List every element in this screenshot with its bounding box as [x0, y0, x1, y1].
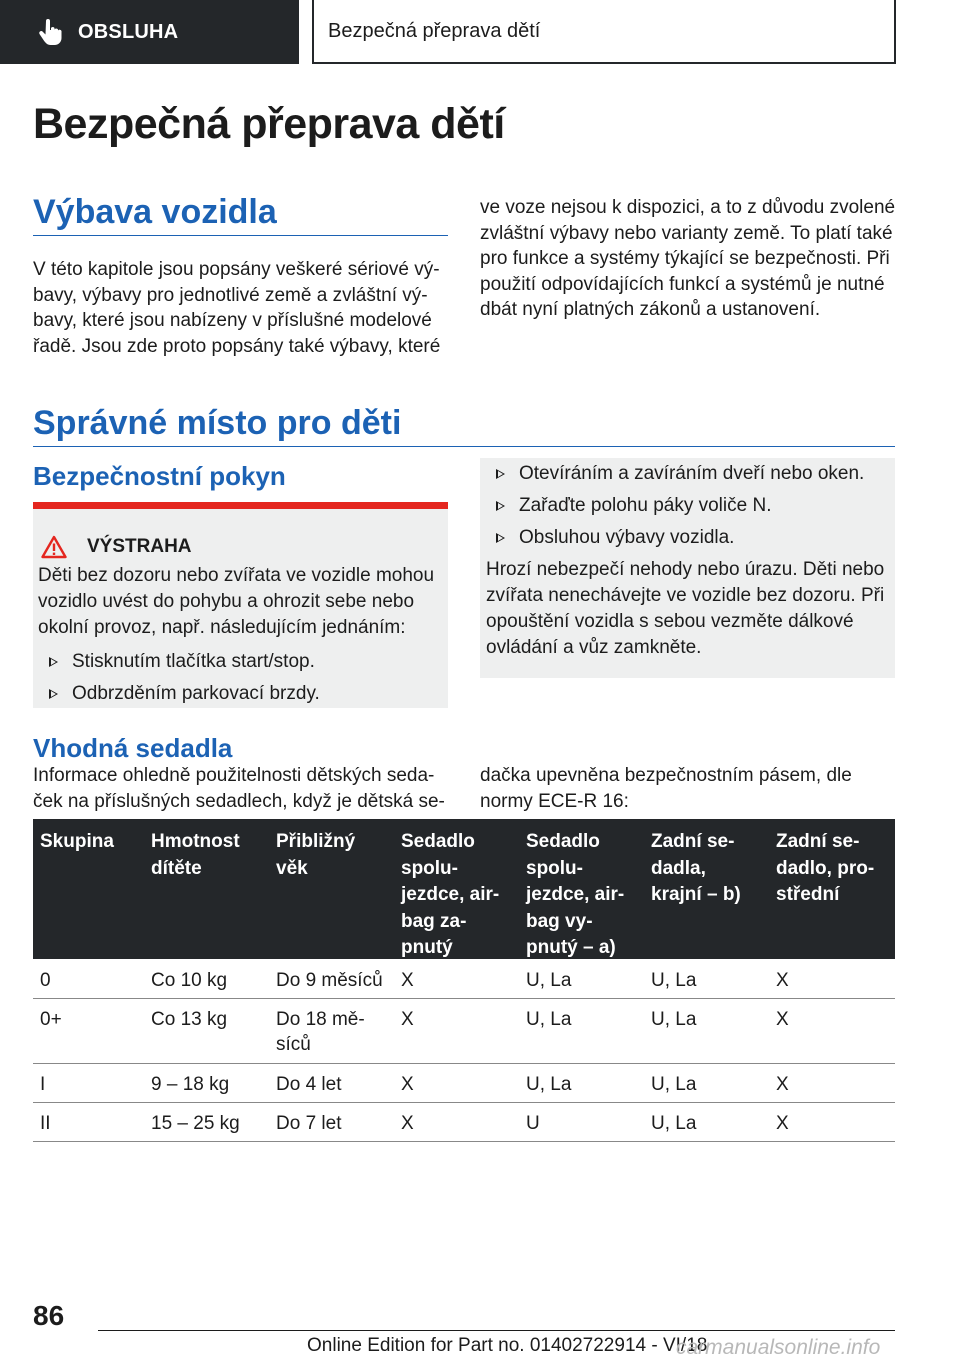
header-line: jezdce, air- — [526, 884, 625, 905]
table-header-cell — [651, 829, 741, 909]
text-line: V této kapitole jsou popsány veškeré sériové vý- — [33, 259, 440, 280]
page-title: Bezpečná přeprava dětí — [33, 100, 505, 148]
table-cell: X — [401, 1074, 414, 1095]
text-line: bavy, které jsou nabízeny v příslušné modelové — [33, 310, 432, 331]
warning-box — [33, 502, 448, 708]
table-cell: 0+ — [40, 1009, 62, 1030]
chapter-tab — [312, 0, 896, 64]
table-cell: 15 – 25 kg — [151, 1113, 240, 1134]
header-line: Sedadlo — [526, 831, 600, 852]
section-heading-equipment: Výbava vozidla — [33, 193, 277, 231]
warning-header — [41, 535, 192, 559]
row-divider — [33, 1141, 895, 1142]
table-cell: X — [401, 1113, 414, 1134]
text-line: řadě. Jsou zde proto popsány také výbavy, které — [33, 335, 441, 357]
header-line: pnutý — [401, 937, 453, 958]
table-cell: Do 7 let — [276, 1113, 342, 1134]
header-line: Zadní se- — [776, 831, 860, 852]
warning-triangle-icon — [41, 535, 67, 559]
table-cell: U, La — [651, 970, 697, 991]
cell-line: Do 18 mě- — [276, 1009, 365, 1030]
warning-bullet — [49, 681, 320, 707]
warning-bullet — [49, 649, 315, 675]
row-divider — [33, 1063, 895, 1064]
text-line: Děti bez dozoru nebo zvířata ve vozidle mohou — [38, 565, 435, 586]
text-line: pro funkce a systémy týkající se bezpečnosti. Při — [480, 248, 890, 269]
watermark: carmanualsonline.info — [676, 1336, 881, 1359]
chapter-label: Bezpečná přeprava dětí — [328, 19, 541, 42]
bullet-text: Otevíráním a zavíráním dveří nebo oken. — [519, 463, 865, 484]
bullet-text: Stisknutím tlačítka start/stop. — [72, 651, 315, 672]
hand-pointer-icon — [38, 18, 62, 46]
table-cell: U, La — [526, 1009, 572, 1030]
warning-bullet — [496, 461, 864, 487]
triangle-bullet-icon — [496, 533, 505, 543]
heading-rule — [33, 235, 448, 236]
warning-title: VÝSTRAHA — [87, 536, 192, 557]
section-label: OBSLUHA — [78, 20, 179, 43]
table-cell: U, La — [651, 1113, 697, 1134]
triangle-bullet-icon — [49, 689, 58, 699]
triangle-bullet-icon — [49, 657, 58, 667]
table-cell: X — [776, 970, 789, 991]
table-cell: X — [776, 1113, 789, 1134]
header-line: spolu- — [401, 857, 458, 879]
heading-rule — [33, 446, 895, 447]
text-line: ve voze nejsou k dispozici, a to z důvodu zvolené — [480, 197, 896, 218]
table-cell: 9 – 18 kg — [151, 1074, 230, 1095]
header-line: dadlo, pro- — [776, 857, 875, 879]
equipment-text-col2 — [480, 195, 900, 323]
header-line: věk — [276, 857, 308, 879]
text-line: opouštění vozidla s sebou vezměte dálkové — [486, 611, 854, 632]
text-line: vozidlo uvést do pohybu a ohrozit sebe nebo — [38, 591, 415, 612]
table-header-cell — [401, 829, 499, 962]
table-cell: 0 — [40, 970, 51, 991]
text-line: ovládání a vůz zamkněte. — [486, 637, 702, 658]
header-line: Skupina — [40, 831, 114, 852]
header-line: pnutý – a) — [526, 937, 616, 958]
seats-text-col1 — [33, 763, 453, 814]
header-line: jezdce, air- — [401, 884, 500, 905]
header-line: Zadní se- — [651, 831, 735, 852]
table-cell: Do 9 měsíců — [276, 970, 383, 991]
warning-continuation-box — [480, 458, 895, 678]
table-cell: U, La — [651, 1009, 697, 1030]
triangle-bullet-icon — [496, 469, 505, 479]
subheading-safety-note: Bezpečnostní pokyn — [33, 461, 286, 491]
equipment-text-col1 — [33, 257, 453, 359]
text-line: zvláštní výbavy nebo varianty země. To platí také — [480, 222, 893, 244]
text-line: Hrozí nebezpečí nehody nebo úrazu. Děti nebo — [486, 559, 885, 580]
seats-text-col2 — [480, 763, 900, 814]
edition-text: Online Edition for Part no. 01402722914 - VI/18 — [307, 1335, 708, 1356]
header-line: dadla, — [651, 857, 706, 879]
table-cell: X — [776, 1009, 789, 1030]
subheading-suitable-seats: Vhodná sedadla — [33, 733, 233, 763]
table-header-cell — [151, 829, 240, 882]
text-line: okolní provoz, např. následujícím jednáním: — [38, 617, 406, 638]
header-line: Přibližný — [276, 831, 356, 852]
bullet-text: Odbrzděním parkovací brzdy. — [72, 683, 320, 704]
table-header — [33, 819, 895, 959]
table-cell — [276, 1007, 365, 1057]
table-cell: Co 13 kg — [151, 1009, 228, 1030]
text-line: normy ECE-R 16: — [480, 790, 629, 812]
page-header — [0, 0, 960, 66]
warning-conclusion — [486, 557, 891, 661]
text-line: použití odpovídajících funkcí a systémů je nutné — [480, 273, 885, 295]
table-cell: X — [401, 1009, 414, 1030]
table-cell: U, La — [526, 970, 572, 991]
header-line: dítěte — [151, 857, 202, 879]
text-line: dačka upevněna bezpečnostním pásem, dle — [480, 765, 852, 786]
triangle-bullet-icon — [496, 501, 505, 511]
bullet-text: Obsluhou výbavy vozidla. — [519, 527, 735, 548]
text-line: ček na příslušných sedadlech, když je dětská se- — [33, 790, 445, 812]
table-header-cell — [776, 829, 874, 909]
text-line: zvířata nenechávejte ve vozidle bez dozoru. Při — [486, 585, 885, 606]
section-tab — [0, 0, 299, 64]
header-line: bag za- — [401, 910, 467, 932]
table-header-cell — [526, 829, 624, 962]
table-cell: Do 4 let — [276, 1074, 342, 1095]
header-line: Hmotnost — [151, 831, 240, 852]
table-cell: X — [401, 970, 414, 991]
row-divider — [33, 998, 895, 999]
header-line: bag vy- — [526, 910, 593, 932]
header-line: krajní – b) — [651, 884, 741, 905]
warning-text — [38, 563, 443, 641]
text-line: Informace ohledně použitelnosti dětských seda- — [33, 765, 435, 786]
header-line: spolu- — [526, 857, 583, 879]
warning-bullet — [496, 493, 771, 519]
cell-line: síců — [276, 1034, 311, 1055]
header-line: Sedadlo — [401, 831, 475, 852]
table-cell: X — [776, 1074, 789, 1095]
table-cell: U — [526, 1113, 540, 1134]
text-line: bavy, výbavy pro jednotlivé země a zvláštní vý- — [33, 284, 428, 306]
warning-bullet — [496, 525, 734, 551]
footer-rule — [98, 1330, 895, 1331]
table-cell: U, La — [526, 1074, 572, 1095]
table-cell: Co 10 kg — [151, 970, 228, 991]
text-line: dbát nyní platných zákonů a ustanovení. — [480, 299, 821, 320]
section-heading-child-place: Správné místo pro děti — [33, 404, 402, 442]
row-divider — [33, 1102, 895, 1103]
bullet-text: Zařaďte polohu páky voliče N. — [519, 495, 772, 516]
header-line: střední — [776, 884, 840, 905]
page-number: 86 — [33, 1300, 65, 1331]
table-cell: II — [40, 1113, 51, 1134]
table-cell: U, La — [651, 1074, 697, 1095]
table-header-cell — [40, 829, 114, 856]
table-header-cell — [276, 829, 355, 882]
table-cell: I — [40, 1074, 46, 1095]
